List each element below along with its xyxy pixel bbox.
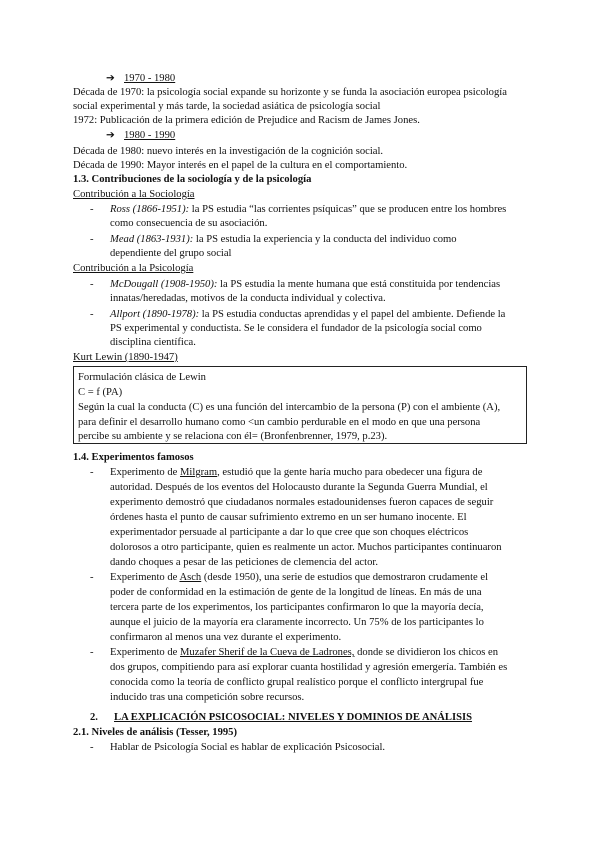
paragraph-line: Década de 1970: la psicología social expande su horizonte y se funda la asociación europea psicología bbox=[73, 87, 507, 98]
dash-icon: - bbox=[90, 467, 94, 478]
list-item-continuation: disciplina científica. bbox=[110, 337, 196, 348]
dash-icon: - bbox=[90, 234, 94, 245]
list-item-continuation: innatas/heredadas, motivos de la conducta individual y colectiva. bbox=[110, 293, 386, 304]
list-item-continuation: aunque el juicio de la mayoría era claramente incorrecto. Un 75% de los participantes lo bbox=[110, 617, 484, 628]
list-item-continuation: conocida como la teoría de conflicto grupal realístico porque el conflicto intergrupal fue bbox=[110, 677, 484, 688]
dash-icon: - bbox=[90, 204, 94, 215]
paragraph-line: social experimental y más tarde, la sociedad asiática de psicología social bbox=[73, 101, 381, 112]
lewin-title: Kurt Lewin (1890-1947) bbox=[73, 352, 178, 363]
arrow-icon: ➔ bbox=[106, 130, 115, 141]
section-heading-2-1: 2.1. Niveles de análisis (Tesser, 1995) bbox=[73, 727, 238, 738]
paragraph-line: 1972: Publicación de la primera edición de Prejudice and Racism de James Jones. bbox=[73, 115, 420, 126]
paragraph-line: Década de 1990: Mayor interés en el papel de la cultura en el comportamiento. bbox=[73, 160, 408, 171]
list-item-continuation: dando choques a pesar de las peticiones de clemencia del actor. bbox=[110, 557, 378, 568]
section-heading-1970: ➔ 1970 - 1980 bbox=[106, 73, 176, 84]
section-heading-2: 2. LA EXPLICACIÓN PSICOSOCIAL: NIVELES Y DOMINIOS DE ANÁLISIS bbox=[90, 712, 473, 723]
dash-icon: - bbox=[90, 647, 94, 658]
box-line: Formulación clásica de Lewin bbox=[78, 372, 206, 383]
section-heading-1-4: 1.4. Experimentos famosos bbox=[73, 452, 194, 463]
lewin-formula-box bbox=[73, 366, 527, 444]
dash-icon: - bbox=[90, 279, 94, 290]
arrow-icon: ➔ bbox=[106, 73, 115, 84]
list-item-continuation: inducido tras una competición sobre recursos. bbox=[110, 692, 305, 703]
list-item-continuation: confirmaron al menos una vez durante el experimento. bbox=[110, 632, 342, 643]
paragraph-line: Década de 1980: nuevo interés en la investigación de la cognición social. bbox=[73, 146, 384, 157]
list-item-continuation: tercera parte de los experimentos, los participantes confirmaron lo que la mayoría decía, bbox=[110, 602, 484, 613]
dash-icon: - bbox=[90, 572, 94, 583]
subsection-title-psicologia: Contribución a la Psicología bbox=[73, 263, 194, 274]
list-item-continuation: poder de conformidad en la estimación de gente de la longitud de líneas. En más de una bbox=[110, 587, 482, 598]
list-item-continuation: experimento demostró que ciudadanos normales estadounidenses fueron capaces de seguir bbox=[110, 497, 494, 508]
list-item-continuation: experimentador persuade al participante a dar lo que cree que son choques eléctricos bbox=[110, 527, 469, 538]
list-item-continuation: PS experimental y conductista. Se le considera el fundador de la psicología social como bbox=[110, 323, 482, 334]
list-item-continuation: dependiente del grupo social bbox=[110, 248, 232, 259]
box-line: percibe su ambiente y se relaciona con él= (Bronfenbrenner, 1979, p.23). bbox=[78, 431, 388, 442]
section-heading-1-3: 1.3. Contribuciones de la sociología y de la psicología bbox=[73, 174, 312, 185]
dash-icon: - bbox=[90, 309, 94, 320]
section-heading-1980: ➔ 1980 - 1990 bbox=[106, 130, 176, 141]
list-item-continuation: órdenes hasta el punto de causar sufrimiento extremo en un ser humano inocente. El bbox=[110, 512, 467, 523]
list-item-continuation: dos grupos, compitiendo para así explorar cuanta hostilidad y agresión emergería. También es bbox=[110, 662, 508, 673]
list-item-continuation: autoridad. Después de los eventos del Holocausto durante la Segunda Guerra Mundial, el bbox=[110, 482, 488, 493]
list-item-continuation: como consecuencia de su asociación. bbox=[110, 218, 268, 229]
box-line: para definir el desarrollo humano como <un cambio perdurable en el modo en que una persona bbox=[78, 417, 481, 428]
subsection-title-sociologia: Contribución a la Sociología bbox=[73, 189, 195, 200]
dash-icon: - bbox=[90, 742, 94, 753]
box-line: Según la cual la conducta (C) es una función del intercambio de la persona (P) con el ambiente (A), bbox=[78, 402, 501, 413]
list-item-continuation: dolorosos a otro participante, quien es realmente un actor. Muchos participantes continuaron bbox=[110, 542, 502, 553]
box-line: C = f (PA) bbox=[78, 387, 123, 398]
